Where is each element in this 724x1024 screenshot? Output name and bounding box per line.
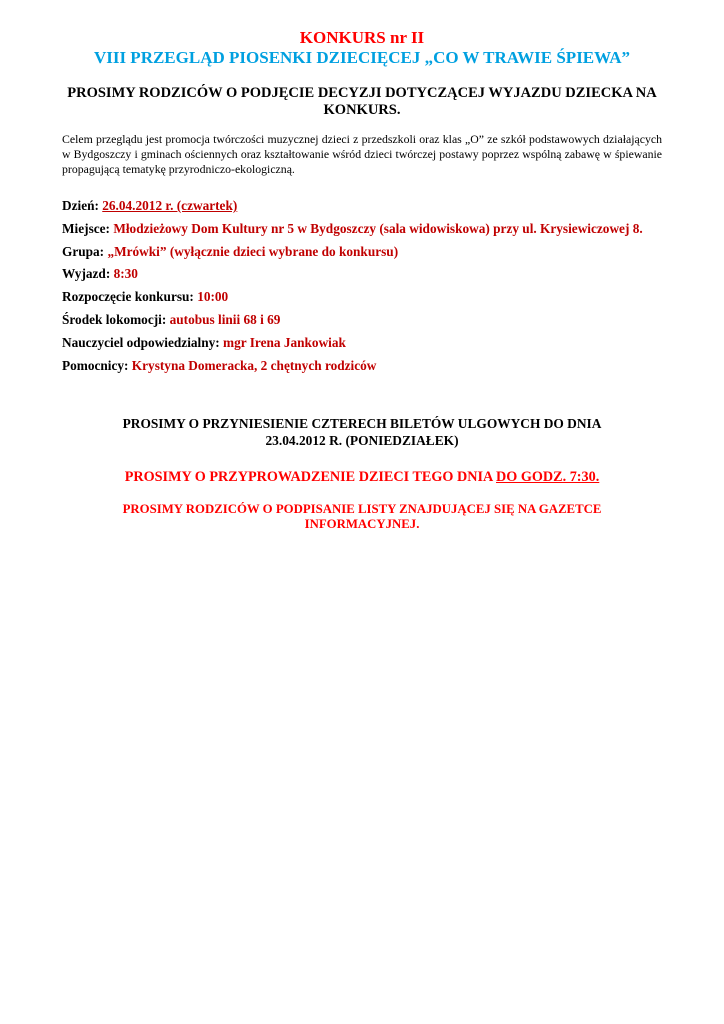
detail-label: Wyjazd: <box>62 266 114 282</box>
detail-label: Dzień: <box>62 198 103 213</box>
detail-value: mgr Irena Jankowiak <box>223 334 346 350</box>
detail-label: Miejsce: <box>62 220 114 236</box>
detail-value: Krystyna Domeracka, 2 chętnych rodziców <box>131 357 377 373</box>
detail-group <box>62 244 662 260</box>
contest-title: KONKURS nr II <box>299 28 425 47</box>
detail-value: „Mrówki” (wyłącznie dzieci wybrane do konkursu) <box>107 243 399 259</box>
arrival-time: DO GODZ. 7:30. <box>496 468 600 485</box>
detail-helpers <box>62 358 662 374</box>
sign-list-notice <box>62 502 662 532</box>
detail-label: Nauczyciel odpowiedzialny: <box>62 334 224 350</box>
detail-departure <box>62 266 662 282</box>
detail-label: Grupa: <box>62 243 108 259</box>
detail-place <box>62 221 662 237</box>
tickets-notice-line1: PROSIMY O PRZYNIESIENIE CZTERECH BILETÓW ULGOWYCH DO DNIA <box>122 415 602 431</box>
detail-value: 26.04.2012 r. (czwartek) <box>102 198 238 213</box>
festival-title: VIII PRZEGLĄD PIOSENKI DZIECIĘCEJ „CO W TRAWIE ŚPIEWA” <box>93 48 631 67</box>
detail-transport <box>62 312 662 328</box>
event-details <box>62 198 662 374</box>
detail-day <box>62 198 662 214</box>
sign-list-notice-line1: PROSIMY RODZICÓW O PODPISANIE LISTY ZNAJDUJĄCEJ SIĘ NA GAZETCE <box>122 501 602 516</box>
detail-value: 8:30 <box>113 266 138 282</box>
sign-list-notice-line2: INFORMACYJNEJ. <box>304 516 420 531</box>
detail-value: Młodzieżowy Dom Kultury nr 5 w Bydgoszczy (sala widowiskowa) przy ul. Krysiewiczowej 8. <box>113 220 643 236</box>
document-page <box>62 28 662 532</box>
parents-decision-heading: PROSIMY RODZICÓW O PODJĘCIE DECYZJI DOTYCZĄCEJ WYJAZDU DZIECKA NA KONKURS. <box>67 85 657 118</box>
detail-value: autobus linii 68 i 69 <box>169 311 281 327</box>
arrival-notice-text: PROSIMY O PRZYPROWADZENIE DZIECI TEGO DNIA <box>124 468 497 485</box>
detail-teacher <box>62 335 662 351</box>
tickets-notice <box>62 415 662 449</box>
detail-start <box>62 289 662 305</box>
detail-label: Środek lokomocji: <box>62 311 170 327</box>
detail-label: Pomocnicy: <box>62 357 132 373</box>
detail-value: 10:00 <box>197 289 229 305</box>
detail-label: Rozpoczęcie konkursu: <box>62 289 198 305</box>
arrival-notice <box>62 469 662 486</box>
tickets-notice-line2: 23.04.2012 R. (PONIEDZIAŁEK) <box>265 432 459 448</box>
intro-paragraph: Celem przeglądu jest promocja twórczości muzycznej dzieci z przedszkoli oraz klas „O” ze szkół podstawowych działających w Bydgoszczy i gminach ościennych oraz kształtowanie wśród dzieci twórczej postawy poprzez wspólną zabawę w śpiewanie propagującą tematykę przyrodniczo-ekologiczną. <box>62 132 662 176</box>
